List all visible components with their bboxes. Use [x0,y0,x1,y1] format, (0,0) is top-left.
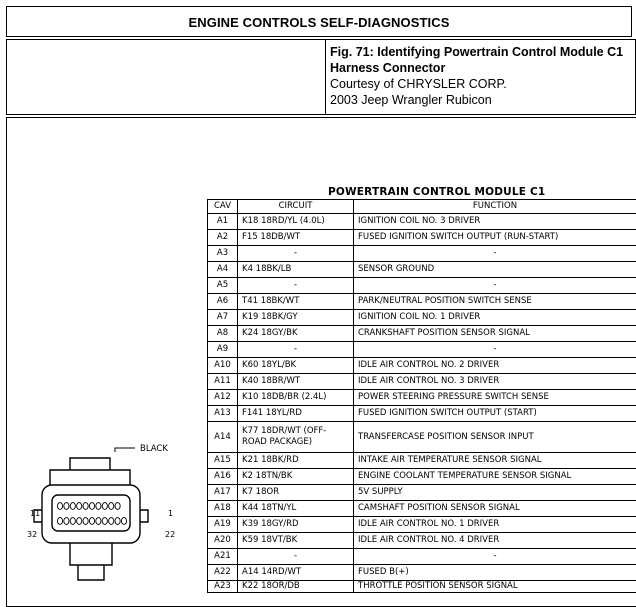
table-row [208,406,636,422]
pin-label-22: 22 [165,530,175,539]
table-row [208,422,636,453]
pin-hole [77,503,82,510]
cell-circuit: K21 18BK/RD [238,453,354,469]
table-row [208,549,636,565]
pin-hole [70,518,75,525]
cell-cav: A11 [208,374,238,390]
pin-hole [115,518,120,525]
cell-circuit: K44 18TN/YL [238,501,354,517]
cell-circuit: K18 18RD/YL (4.0L) [238,214,354,230]
pin-label-11: 11 [30,509,40,518]
cell-cav: A5 [208,278,238,294]
table-row [208,230,636,246]
cell-function: - [354,549,636,565]
vehicle-line: 2003 Jeep Wrangler Rubicon [330,92,623,108]
page-title: ENGINE CONTROLS SELF-DIAGNOSTICS [7,15,631,30]
pin-hole [83,503,88,510]
header-circuit: CIRCUIT [238,200,354,214]
cell-function: CRANKSHAFT POSITION SENSOR SIGNAL [354,326,636,342]
figure-title: Fig. 71: Identifying Powertrain Control Module C1 [330,44,623,60]
cell-function: - [354,342,636,358]
cell-circuit: - [238,278,354,294]
header-bar [6,6,632,37]
caption-text [330,44,623,108]
table-row [208,342,636,358]
cell-cav: A14 [208,422,238,453]
cell-cav: A13 [208,406,238,422]
cell-cav: A8 [208,326,238,342]
table-row [208,310,636,326]
cell-circuit: - [238,342,354,358]
cell-circuit: K2 18TN/BK [238,469,354,485]
cell-cav: A23 [208,581,238,593]
table-row [208,390,636,406]
cell-cav: A16 [208,469,238,485]
cell-function: 5V SUPPLY [354,485,636,501]
table-row [208,262,636,278]
cell-function: FUSED B(+) [354,565,636,581]
cell-function: IGNITION COIL NO. 1 DRIVER [354,310,636,326]
cell-circuit: K19 18BK/GY [238,310,354,326]
header-function: FUNCTION [354,200,636,214]
cell-function: FUSED IGNITION SWITCH OUTPUT (RUN-START) [354,230,636,246]
table-body [208,214,636,593]
cell-cav: A20 [208,533,238,549]
cell-function: THROTTLE POSITION SENSOR SIGNAL [354,581,636,593]
cell-function: IDLE AIR CONTROL NO. 1 DRIVER [354,517,636,533]
cell-circuit: T41 18BK/WT [238,294,354,310]
cell-cav: A15 [208,453,238,469]
pin-hole [89,503,94,510]
cell-cav: A9 [208,342,238,358]
cell-circuit: K59 18VT/BK [238,533,354,549]
cell-circuit: F15 18DB/WT [238,230,354,246]
pin-hole [109,518,114,525]
cell-circuit: K40 18BR/WT [238,374,354,390]
pin-hole [102,503,107,510]
pinout-table [207,199,636,593]
pin-hole [83,518,88,525]
cell-cav: A17 [208,485,238,501]
table-row [208,581,636,593]
pin-hole [57,518,62,525]
pin-label-32: 32 [27,530,37,539]
pin-hole [70,503,75,510]
cell-cav: A6 [208,294,238,310]
pin-hole [96,503,101,510]
cell-cav: A7 [208,310,238,326]
connector-pins [57,503,126,525]
table-row [208,485,636,501]
table-row [208,326,636,342]
cell-function: FUSED IGNITION SWITCH OUTPUT (START) [354,406,636,422]
cell-function: ENGINE COOLANT TEMPERATURE SENSOR SIGNAL [354,469,636,485]
cell-cav: A4 [208,262,238,278]
table-title: POWERTRAIN CONTROL MODULE C1 [328,186,545,198]
cell-function: POWER STEERING PRESSURE SWITCH SENSE [354,390,636,406]
table-header-row [208,200,636,214]
cell-cav: A10 [208,358,238,374]
cell-circuit: K22 18OR/DB [238,581,354,593]
connector-housing-icon [34,448,148,580]
table-row [208,374,636,390]
pin-hole [115,503,120,510]
pin-hole [96,518,101,525]
cell-circuit: F141 18YL/RD [238,406,354,422]
connector-color-label: BLACK [140,444,168,454]
cell-function: IDLE AIR CONTROL NO. 4 DRIVER [354,533,636,549]
pin-hole [102,518,107,525]
table-row [208,358,636,374]
table-row [208,278,636,294]
pin-hole [89,518,94,525]
cell-cav: A1 [208,214,238,230]
cell-cav: A21 [208,549,238,565]
pin-hole [57,503,62,510]
cell-function: - [354,246,636,262]
courtesy-line: Courtesy of CHRYSLER CORP. [330,76,623,92]
cell-cav: A12 [208,390,238,406]
pin-hole [64,518,69,525]
figure-title-cont: Harness Connector [330,60,623,76]
table-row [208,246,636,262]
cell-function: TRANSFERCASE POSITION SENSOR INPUT [354,422,636,453]
table-row [208,565,636,581]
cell-function: IDLE AIR CONTROL NO. 3 DRIVER [354,374,636,390]
cell-function: SENSOR GROUND [354,262,636,278]
cell-circuit: - [238,246,354,262]
pin-hole [77,518,82,525]
pin-label-1: 1 [168,509,173,518]
connector-diagram [0,430,200,595]
cell-function: IDLE AIR CONTROL NO. 2 DRIVER [354,358,636,374]
cell-cav: A3 [208,246,238,262]
cell-function: IGNITION COIL NO. 3 DRIVER [354,214,636,230]
cell-circuit: K7 18OR [238,485,354,501]
table-row [208,501,636,517]
cell-function: CAMSHAFT POSITION SENSOR SIGNAL [354,501,636,517]
figure-caption-box [6,39,636,115]
caption-blank-cell [7,40,326,114]
cell-cav: A19 [208,517,238,533]
cell-cav: A22 [208,565,238,581]
cell-function: PARK/NEUTRAL POSITION SWITCH SENSE [354,294,636,310]
cell-circuit: K4 18BK/LB [238,262,354,278]
table-row [208,453,636,469]
cell-circuit: K39 18GY/RD [238,517,354,533]
cell-circuit: K24 18GY/BK [238,326,354,342]
table-row [208,294,636,310]
table-row [208,533,636,549]
table-row [208,469,636,485]
cell-cav: A2 [208,230,238,246]
table-row [208,214,636,230]
cell-circuit: - [238,549,354,565]
cell-circuit: A14 14RD/WT [238,565,354,581]
pin-hole [121,518,126,525]
cell-function: INTAKE AIR TEMPERATURE SENSOR SIGNAL [354,453,636,469]
header-cav: CAV [208,200,238,214]
cell-cav: A18 [208,501,238,517]
cell-function: - [354,278,636,294]
pin-hole [64,503,69,510]
table-row [208,517,636,533]
pin-hole [109,503,114,510]
cell-circuit: K10 18DB/BR (2.4L) [238,390,354,406]
cell-circuit: K77 18DR/WT (OFF-ROAD PACKAGE) [238,422,354,453]
cell-circuit: K60 18YL/BK [238,358,354,374]
